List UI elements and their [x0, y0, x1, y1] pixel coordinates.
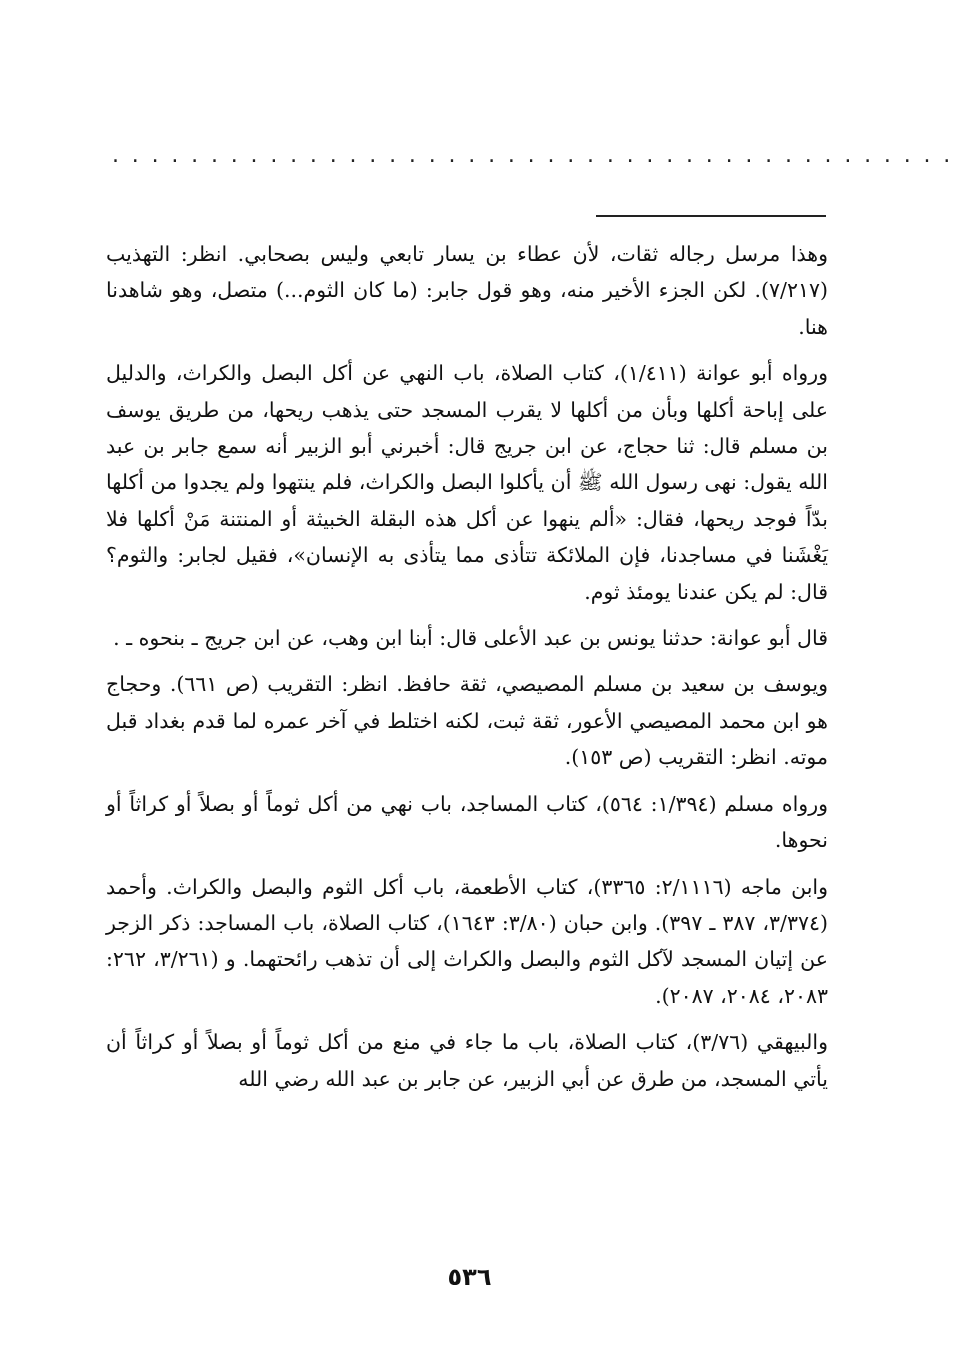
- footnote-separator-dots: ...........................................: [112, 143, 963, 168]
- paragraph: ورواه أبو عوانة (١/٤١١)، كتاب الصلاة، باب النهي عن أكل البصل والكراث، والدليل على إباحة أكلها وبأن من أكلها لا يقرب المسجد حتى يذهب ريحها، من طريق يوسف بن مسلم قال: ثنا حجاج، عن ابن جريج قال: أخبرني أبو الزبير أنه سمع جابر بن عبد الله يقول: نهى رسول الله ﷺ أن يأكلوا البصل والكراث، فلم ينتهوا ولم يجدوا من أكلها بدّاً فوجد ريحها، فقال: «ألم ينهوا عن أكل هذه البقلة الخبيثة أو المنتنة مَنْ أكلها فلا يَغْشَنا في مساجدنا، فإن الملائكة تتأذى مما يتأذى به الإنسان»، فقيل لجابر: والثوم؟ قال: لم يكن عندنا يومئذ ثوم.: [106, 361, 828, 604]
- paragraph: ويوسف بن سعيد بن مسلم المصيصي، ثقة حافظ. انظر: التقريب (ص ٦٦١). وحجاج هو ابن محمد المصيصي الأعور، ثقة ثبت، لكنه اختلط في آخر عمره لما قدم بغداد قبل موته. انظر: التقريب (ص ١٥٣).: [106, 672, 828, 770]
- page-number: ٥٣٦: [447, 1263, 492, 1291]
- paragraph: ورواه مسلم (١/٣٩٤: ٥٦٤)، كتاب المساجد، باب نهي من أكل ثوماً أو بصلاً أو كراثاً أو نحوها.: [106, 791, 828, 853]
- footnote-rule: [596, 215, 826, 217]
- paragraph: وابن ماجه (٢/١١١٦: ٣٣٦٥)، كتاب الأطعمة، باب أكل الثوم والبصل والكراث. وأحمد (٣/٣٧٤، ٣٨٧ ـ ٣٩٧). وابن حبان (٣/٨٠: ١٦٤٣)، كتاب الصلاة، باب المساجد: ذكر الزجر عن إتيان المسجد لآكل الثوم والبصل والكراث إلى أن تذهب رائحتهما. و (٣/٢٦١، ٢٦٢: ٢٠٨٣، ٢٠٨٤، ٢٠٨٧).: [106, 874, 829, 1008]
- paragraph: قال أبو عوانة: حدثنا يونس بن عبد الأعلى قال: أبنا ابن وهب، عن ابن جريج ـ بنحوه ـ .: [113, 626, 828, 651]
- paragraph: وهذا مرسل رجاله ثقات، لأن عطاء بن يسار تابعي وليس بصحابي. انظر: التهذيب (٧/٢١٧). لكن الجزء الأخير منه، وهو قول جابر: (ما كان الثوم...) متصل، وهو شاهدنا هنا.: [106, 242, 828, 339]
- paragraph: والبيهقي (٣/٧٦)، كتاب الصلاة، باب ما جاء في منع من أكل ثوماً أو بصلاً أو كراثاً أن يأتي المسجد، من طرق عن أبي الزبير، عن جابر بن عبد الله رضي الله: [106, 1030, 828, 1091]
- footnote-body: [106, 236, 828, 1107]
